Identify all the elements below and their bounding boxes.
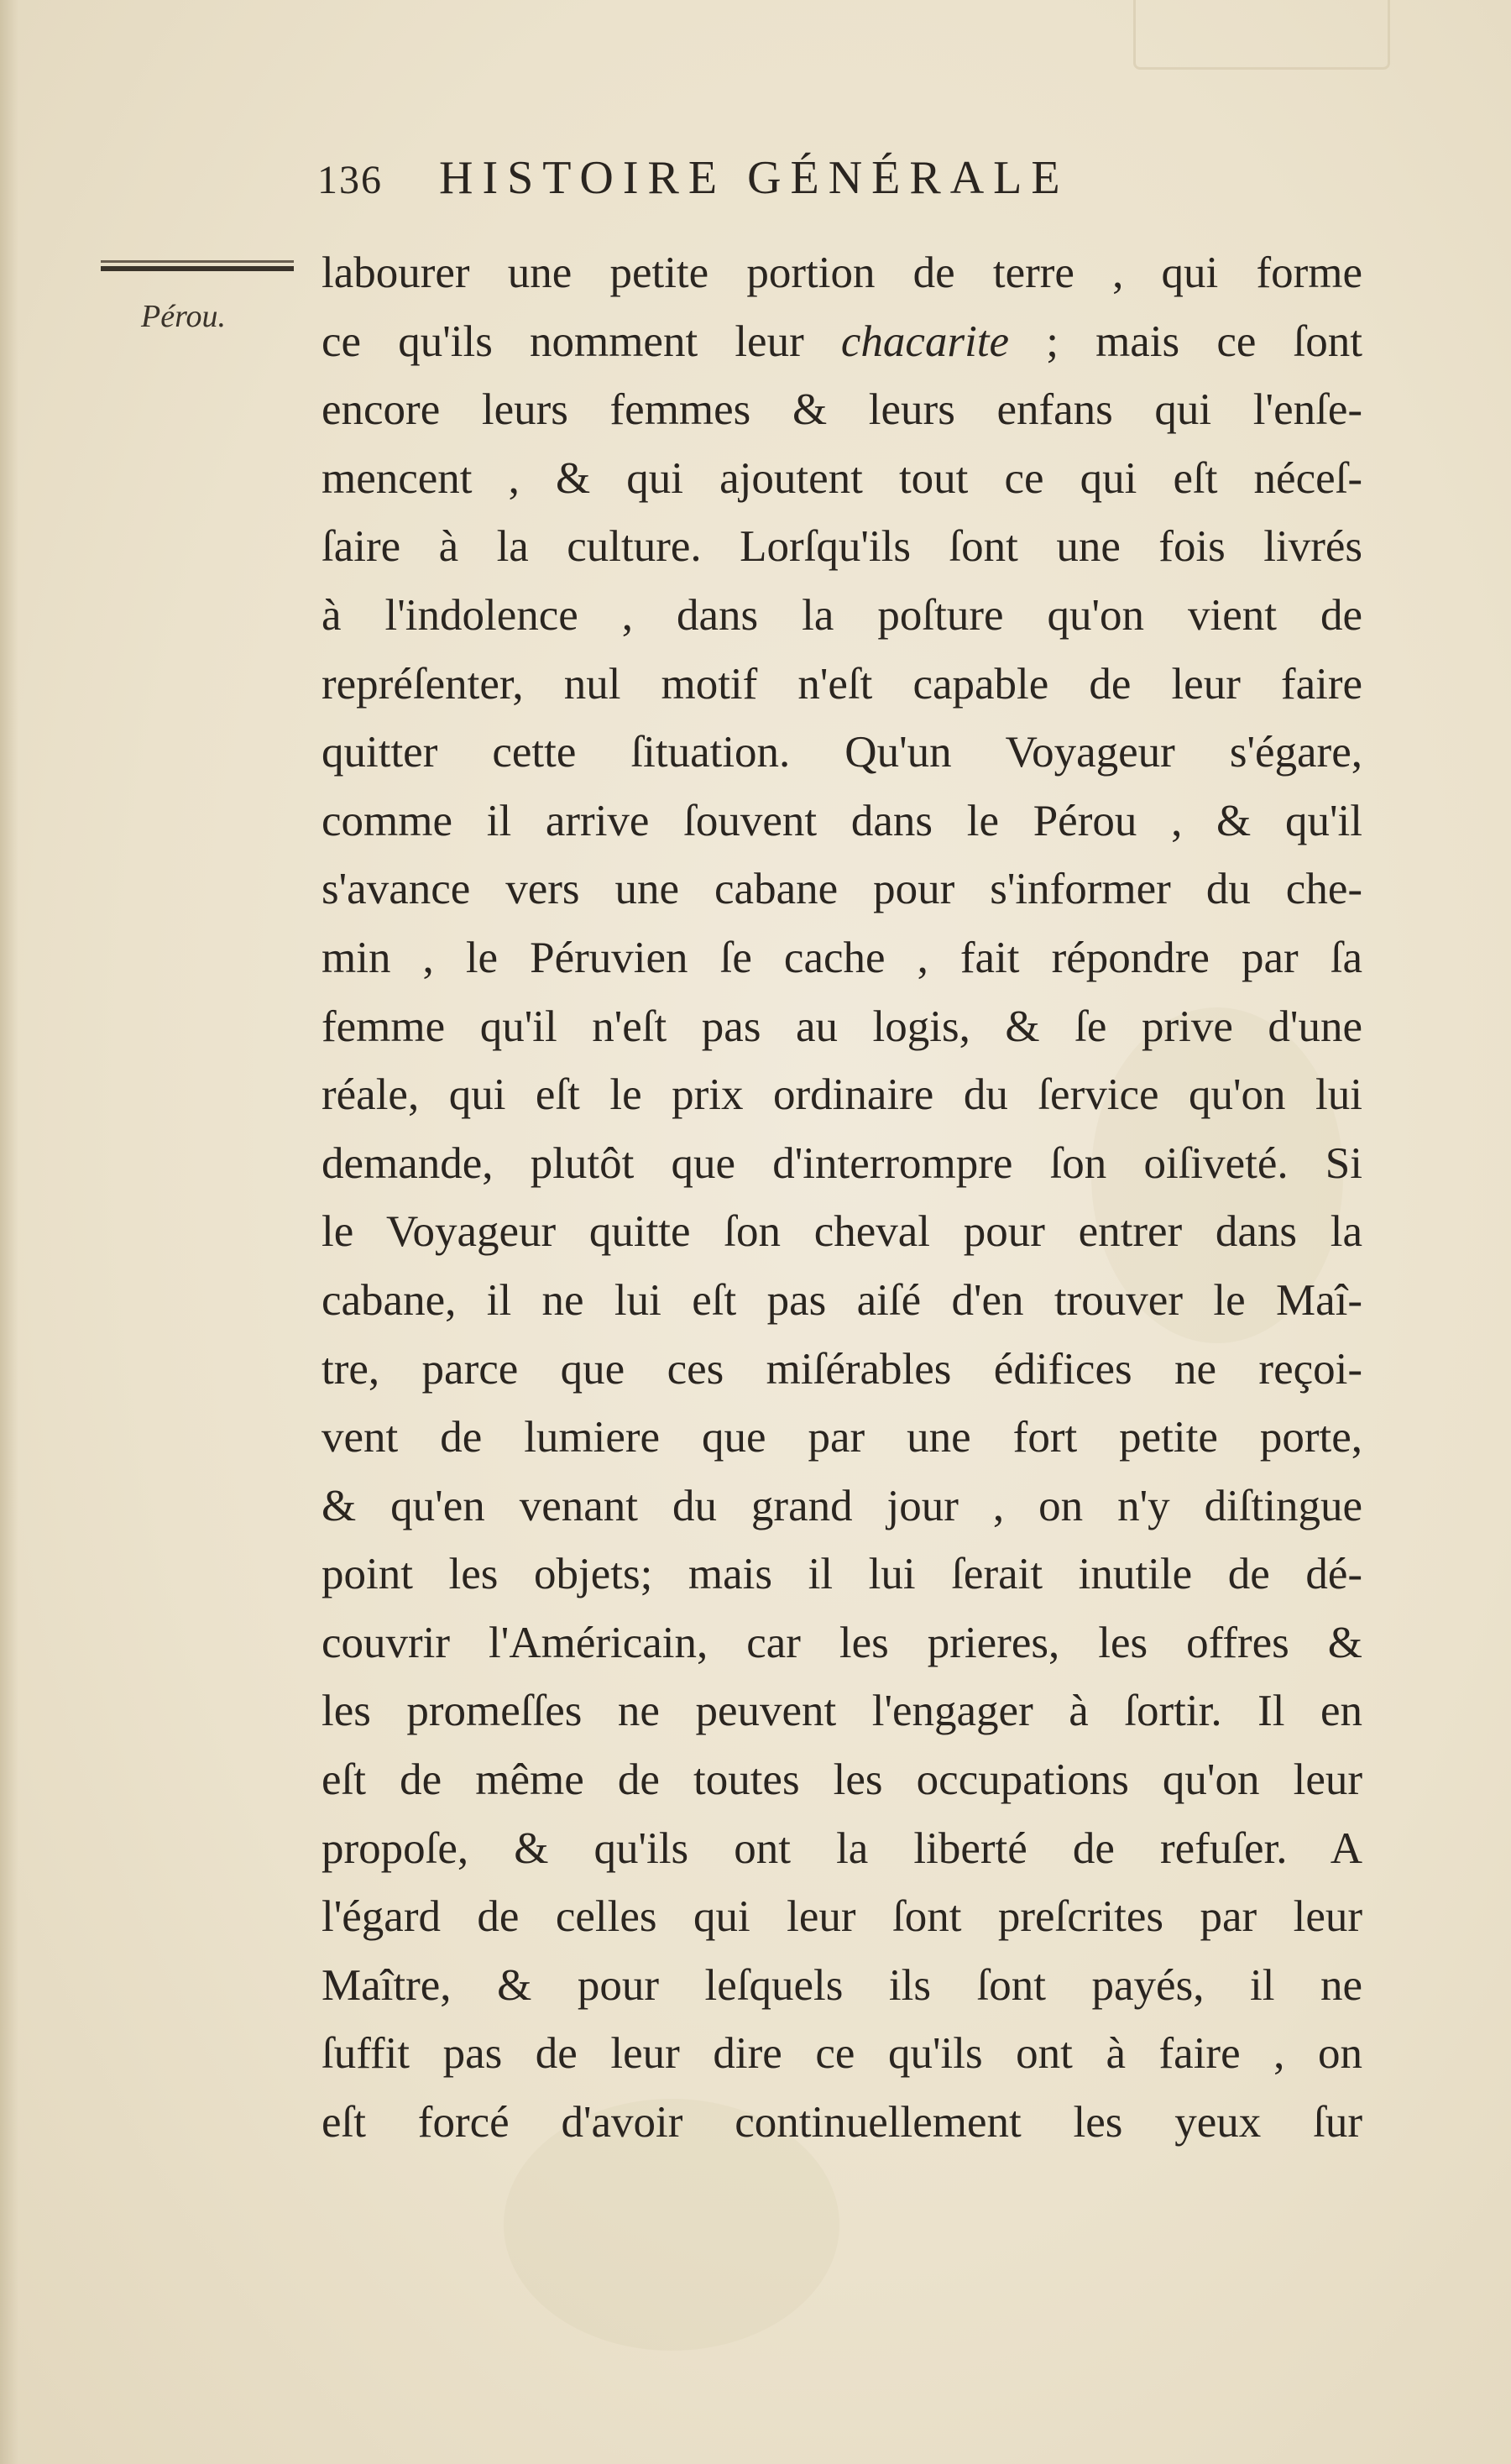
text-line: cabane, il ne lui eſt pas aiſé d'en trouver le Maî- bbox=[322, 1275, 1362, 1325]
text-line: tre, parce que ces miſérables édifices ne reçoi- bbox=[322, 1344, 1362, 1394]
text-line: s'avance vers une cabane pour s'informer du che- bbox=[322, 865, 1362, 914]
text-line: ſaire à la culture. Lorſqu'ils ſont une fois livrés bbox=[322, 522, 1362, 572]
body-text bbox=[322, 239, 1362, 2158]
text-line: ſuffit pas de leur dire ce qu'ils ont à faire , on bbox=[322, 2029, 1362, 2079]
text-line: ce qu'ils nomment leur chacarite ; mais ce ſont bbox=[322, 317, 1362, 366]
text-line: réale, qui eſt le prix ordinaire du ſervice qu'on lui bbox=[322, 1070, 1362, 1120]
margin-note: Pérou. bbox=[141, 299, 226, 334]
text-line: femme qu'il n'eſt pas au logis, & ſe prive d'une bbox=[322, 1002, 1362, 1051]
text-line: vent de lumiere que par une fort petite porte, bbox=[322, 1413, 1362, 1462]
text-line: le Voyageur quitte ſon cheval pour entrer dans la bbox=[322, 1207, 1362, 1257]
page-number: 136 bbox=[317, 158, 383, 202]
text-line: min , le Péruvien ſe cache , fait répondre par ſa bbox=[322, 933, 1362, 982]
page-gutter-shadow bbox=[0, 0, 18, 2464]
ornament-rule bbox=[101, 260, 294, 274]
text-line: eſt de même de toutes les occupations qu'on leur bbox=[322, 1755, 1362, 1805]
text-line: eſt forcé d'avoir continuellement les yeux ſur bbox=[322, 2098, 1362, 2147]
text-line: point les objets; mais il lui ſerait inutile de dé- bbox=[322, 1550, 1362, 1599]
running-header bbox=[317, 151, 1241, 218]
text-line: Maître, & pour leſquels ils ſont payés, il ne bbox=[322, 1960, 1362, 2010]
text-line: labourer une petite portion de terre , qui forme bbox=[322, 248, 1362, 297]
text-line: propoſe, & qu'ils ont la liberté de refuſer. A bbox=[322, 1823, 1362, 1873]
text-line: encore leurs femmes & leurs enfans qui l'enſe- bbox=[322, 385, 1362, 435]
text-line: & qu'en venant du grand jour , on n'y diſtingue bbox=[322, 1481, 1362, 1530]
text-line: demande, plutôt que d'interrompre ſon oiſiveté. Si bbox=[322, 1138, 1362, 1188]
text-line: repréſenter, nul motif n'eſt capable de leur faire bbox=[322, 659, 1362, 709]
text-line: l'égard de celles qui leur ſont preſcrites par leur bbox=[322, 1892, 1362, 1942]
text-line: mencent , & qui ajoutent tout ce qui eſt néceſ- bbox=[322, 453, 1362, 503]
text-line: les promeſſes ne peuvent l'engager à ſortir. Il en bbox=[322, 1687, 1362, 1736]
text-line: à l'indolence , dans la poſture qu'on vient de bbox=[322, 590, 1362, 640]
running-title: HISTOIRE GÉNÉRALE bbox=[439, 152, 1069, 204]
italic-term: chacarite bbox=[840, 317, 1010, 366]
text-line: quitter cette ſituation. Qu'un Voyageur s'égare, bbox=[322, 728, 1362, 777]
page-corner-mark bbox=[1133, 0, 1390, 70]
text-line: couvrir l'Américain, car les prieres, les offres & bbox=[322, 1618, 1362, 1667]
text-line: comme il arrive ſouvent dans le Pérou , & qu'il bbox=[322, 796, 1362, 845]
